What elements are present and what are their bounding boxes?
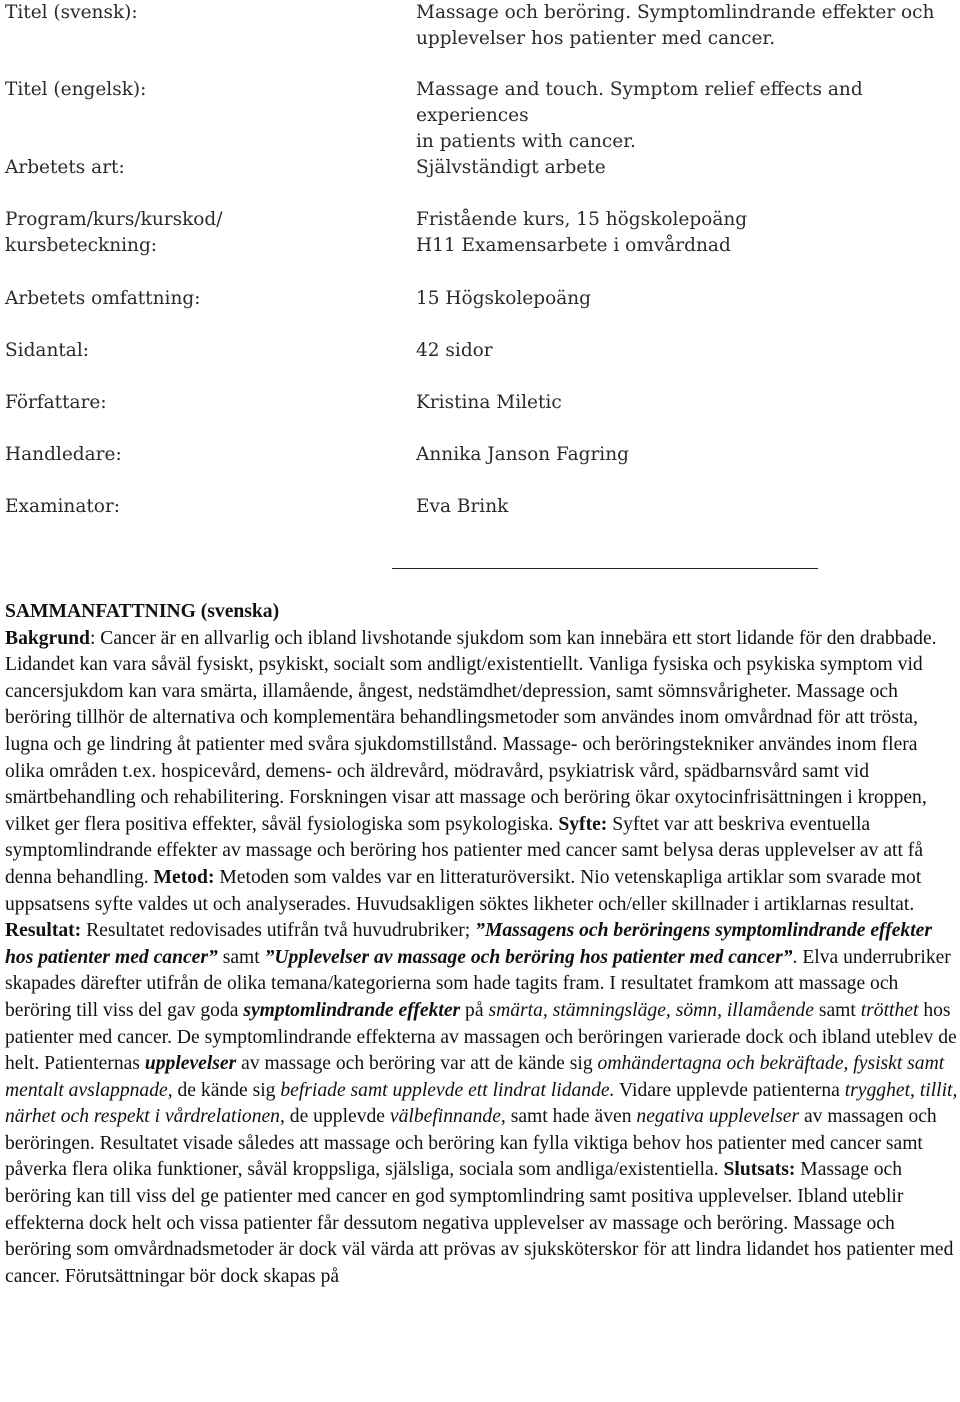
abstract-section [5, 599, 960, 1290]
meta-label: Titel (engelsk): [5, 79, 147, 100]
meta-label: Arbetets art: [5, 157, 125, 178]
abstract-heading: SAMMANFATTNING (svenska) [5, 601, 280, 622]
meta-label: Författare: [5, 392, 107, 413]
resultat-italic: negativa upplevelser [636, 1106, 800, 1128]
resultat-heading-1: ”Massagens och beröringens symptomlindrande effekter hos patienter med cancer” [5, 920, 932, 968]
meta-label: Program/kurs/kurskod/ kursbeteckning: [5, 209, 223, 256]
meta-value: Självständigt arbete [416, 157, 606, 178]
resultat-italic: befriade samt upplevde ett lindrat lidande. [280, 1079, 615, 1101]
resultat-text: hos patienter med cancer. De symptomlindrande effekterna av massagen och beröringen varierade dock och ibland uteblev de helt. Patienternas [5, 999, 957, 1075]
resultat-italic: smärta, stämningsläge, sömn, illamående [488, 999, 814, 1021]
meta-value: Eva Brink [416, 496, 509, 517]
syfte-text: Syftet var att beskriva eventuella symptomlindrande effekter av massage och beröring hos patienter med cancer samt belysa deras upplevelser av att få denna behandling. [5, 813, 924, 888]
resultat-text: Vidare upplevde patienterna [614, 1079, 845, 1101]
abstract-body [5, 626, 960, 1291]
resultat-text: samt [217, 946, 265, 968]
resultat-label: Resultat: [5, 920, 82, 942]
resultat-italic: trötthet [860, 999, 919, 1021]
meta-label: Sidantal: [5, 340, 89, 361]
meta-value: Kristina Miletic [416, 392, 562, 413]
resultat-italic: omhändertagna och bekräftade, fysiskt samt mentalt avslappnade, [5, 1053, 945, 1101]
meta-label: Arbetets omfattning: [5, 288, 201, 309]
resultat-text: Resultatet redovisades utifrån två huvudrubriker; [81, 920, 476, 942]
divider-line [392, 568, 818, 569]
resultat-text: samt [813, 999, 861, 1021]
bakgrund-label: Bakgrund [5, 627, 90, 649]
slutsats-text: Massage och beröring kan till viss del ge patienter med cancer en god symptomlindring samt positiva upplevelser. Ibland uteblir effekterna dock helt och vissa patienter får dessutom negativa upplevelser av massage och beröring. Massage och beröring som omvårdnadsmetoder är dock väl värda att prövas av sjuksköterskor för att lindra lidandet hos patienter med cancer. Förutsättningar bör dock skapas på [5, 1159, 954, 1287]
resultat-text: de kände sig [172, 1079, 281, 1101]
meta-value: Fristående kurs, 15 högskolepoäng H11 Examensarbete i omvårdnad [416, 209, 748, 256]
meta-label: Titel (svensk): [5, 2, 138, 23]
resultat-text: , de upplevde [279, 1106, 390, 1128]
resultat-text: samt hade även [505, 1106, 637, 1128]
resultat-text: av massagen och beröringen. Resultatet visade således att massage och beröring kan fylla viktiga behov hos patienter med cancer samt påverka flera olika funktioner, såväl kroppsliga, själsliga, sociala som andliga/existentiella. [5, 1106, 937, 1181]
resultat-heading-2: ”Upplevelser av massage och beröring hos patienter med cancer” [264, 946, 793, 968]
syfte-label: Syfte: [558, 813, 608, 835]
slutsats-label: Slutsats: [723, 1159, 796, 1181]
resultat-italic: trygghet, tillit, närhet och respekt i vårdrelationen [5, 1079, 958, 1128]
meta-value: 42 sidor [416, 340, 493, 361]
metod-label: Metod: [153, 866, 215, 888]
metod-text: Metoden som valdes var en litteraturöversikt. Nio vetenskapliga artiklar som svarade mot uppsatsens syfte valdes ut och analyserades. Huvudsakligen söktes likheter och/eller skillnader i artiklarnas resultat. [5, 866, 922, 915]
resultat-italic: välbefinnande, [389, 1106, 506, 1128]
meta-value: Massage och beröring. Symptomlindrande effekter och upplevelser hos patienter med cancer. [416, 2, 935, 49]
bakgrund-text: : Cancer är en allvarlig och ibland livshotande sjukdom som kan innebära ett stort lidande för den drabbade. Lidandet kan vara såväl fysiskt, psykiskt, socialt som andligt/existentiellt. Vanliga fysiska och psykiska symptom vid cancersjukdom kan vara smärta, illamående, ångest, nedstämdhet/depression, samt sömnsvårigheter. Massage och beröring tillhör de alternativa och komplementära behandlingsmetoder som användes inom omvårdnad för att trösta, lugna och ge lindring åt patienter med svåra sjukdomstillstånd. Massage- och beröringstekniker användes inom flera olika områden t.ex. hospicevård, demens- och äldrevård, mödravård, psykiatrisk vård, spädbarnsvård samt vid smärtbehandling och rehabilitering. Forskningen visar att massage och beröring ökar oxytocinfrisättningen i kroppen, vilket ger flera positiva effekter, såväl fysiologiska som psykologiska. [5, 627, 937, 835]
resultat-text: på [460, 999, 489, 1021]
meta-value: Massage and touch. Symptom relief effects and experiences in patients with cancer. [416, 79, 863, 152]
resultat-emphasis: upplevelser [144, 1053, 237, 1075]
resultat-text: . Elva underrubriker skapades därefter utifrån de olika temana/kategorierna som hade tagits fram. I resultatet framkom att massage och beröring till viss del gav goda [5, 946, 951, 1021]
meta-label: Handledare: [5, 444, 122, 465]
meta-label: Examinator: [5, 496, 121, 517]
resultat-text: av massage och beröring var att de kände sig [236, 1053, 598, 1075]
meta-value: 15 Högskolepoäng [416, 288, 592, 309]
meta-value: Annika Janson Fagring [416, 444, 629, 465]
resultat-emphasis: symptomlindrande effekter [243, 999, 461, 1021]
